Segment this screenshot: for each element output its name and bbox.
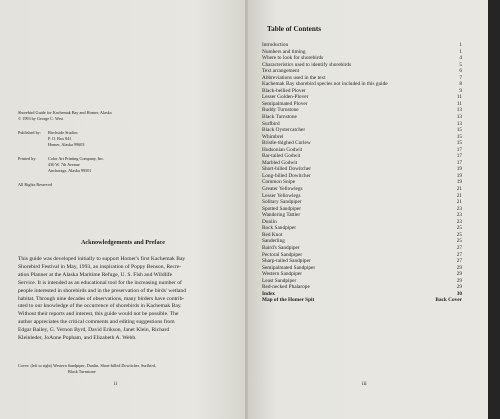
toc-entry-label: Abbreviations used in the text — [262, 74, 326, 81]
publisher-line: Homer, Alaska 99603 — [48, 142, 85, 147]
toc-entry-label: Solitary Sandpiper — [262, 199, 302, 206]
published-label: Published by: — [18, 130, 41, 135]
toc-entry-label: Rock Sandpiper — [262, 225, 296, 232]
toc-entry-label: Lesser Yellowlegs — [262, 192, 301, 199]
toc-entry-page: 29 — [456, 277, 462, 284]
left-page — [0, 0, 247, 419]
toc-entry-page: 11 — [456, 94, 462, 101]
toc-entry-page: 1 — [459, 42, 462, 48]
publisher-address — [48, 130, 84, 148]
toc-entry-label: Sanderling — [262, 238, 285, 245]
toc-entry-label: Marbled Godwit — [262, 159, 298, 166]
toc-entry-label: Hudsonian Godwit — [262, 146, 303, 153]
publisher-line: P. O. Box 841 — [48, 136, 72, 141]
toc-entry-page: 23 — [456, 205, 462, 212]
toc-entry-page: 21 — [456, 199, 462, 206]
toc-entry-label: Short-billed Dowitcher — [262, 166, 311, 173]
toc-title: Table of Contents — [267, 25, 322, 33]
toc-entry-label: Map of the Homer Spit — [262, 297, 315, 304]
toc-entry-page: 7 — [459, 74, 462, 81]
toc-entry-page: 19 — [456, 172, 462, 179]
toc-entry-label: Kachemak Bay shorebird species not included in this guide — [262, 81, 388, 88]
toc-entry-page: 25 — [456, 231, 462, 238]
toc-entry-label: Lesser Golden-Plover — [262, 94, 309, 101]
publisher-row — [18, 130, 178, 148]
copyright-title-line: Shorebird Guide for Kachemak Bay and Homer, Alaska — [18, 110, 112, 115]
toc-entry-page: 29 — [456, 264, 462, 271]
page-number-right: iii — [362, 381, 367, 387]
toc-entry-page: 27 — [456, 244, 462, 251]
toc-entry-label: Whimbrel — [262, 133, 284, 140]
toc-entry-page: 17 — [456, 159, 462, 166]
ack-line: Shorebird Festival in May, 1993, an inspiration of Poppy Benson, Recre- — [18, 263, 182, 270]
toc-entry-label: Ruddy Turnstone — [262, 107, 299, 114]
toc-entry-label: Common Snipe — [262, 179, 296, 186]
ack-line: Edgar Bailey, G. Vernon Byrd, David Erikson, Janet Klein, Richard — [18, 327, 170, 334]
toc-entry-page: 17 — [456, 153, 462, 160]
ack-line: habitat. Through nine decades of observations, many birders have contrib- — [18, 295, 185, 302]
acknowledgements-body — [18, 256, 232, 343]
acknowledgements-heading: Acknowledgements and Preface — [80, 239, 166, 246]
ack-line: Without their reports and interest, this guide would not be possible. The — [18, 311, 179, 318]
publisher-line: Birchside Studios — [48, 130, 78, 135]
toc-entry-label: Semipalmated Sandpiper — [262, 264, 316, 271]
toc-entry-page: 29 — [456, 271, 462, 278]
toc-entry-label: Dunlin — [262, 218, 277, 225]
printed-label: Printed by: — [18, 156, 37, 161]
toc-entry-page: 23 — [456, 218, 462, 225]
toc-entry-label: Spotted Sandpiper — [262, 205, 301, 212]
cover-note-line: Black Turnstone — [68, 368, 96, 374]
toc-entry-label: Introduction — [262, 42, 289, 48]
table-of-contents — [262, 42, 462, 304]
toc-entry-page: 19 — [456, 166, 462, 173]
toc-entry-page: 21 — [456, 192, 462, 199]
toc-entry-label: Bar-tailed Godwit — [262, 153, 301, 160]
toc-entry-label: Long-billed Dowitcher — [262, 172, 311, 179]
page-number-left: ii — [114, 381, 118, 387]
toc-entry-label: Black-bellied Plover — [262, 87, 306, 94]
ack-line: author appreciates the critical comments and editing suggestions from — [18, 319, 175, 326]
toc-entry-page: 23 — [456, 212, 462, 219]
toc-entry-page: 29 — [456, 284, 462, 291]
toc-entry-page: 4 — [459, 55, 462, 62]
toc-entry-page: 13 — [456, 114, 462, 121]
ack-line: people interested in shorebirds and in the preservation of the birds' wetland — [18, 287, 186, 294]
toc-entry-label: Wandering Tattler — [262, 212, 301, 219]
rights-reserved: All Rights Reserved — [18, 182, 52, 187]
toc-entry-page: 25 — [456, 238, 462, 245]
toc-entry-label: Black Turnstone — [262, 114, 297, 121]
ack-line: Service. It is intended as an educational tool for the increasing number of — [18, 279, 182, 286]
copyright-line: © 1993 by George C. West — [18, 116, 64, 121]
toc-entry-label: Sharp-tailed Sandpiper — [262, 258, 311, 265]
toc-entry-label: Western Sandpiper — [262, 271, 303, 278]
toc-entry-label: Semipalmated Plover — [262, 100, 308, 107]
toc-entry-label: Baird's Sandpiper — [262, 244, 300, 251]
toc-entry-label: Bristle-thighed Curlew — [262, 140, 311, 147]
toc-entry-page: 15 — [456, 140, 462, 147]
toc-entry-label: Numbers and timing — [262, 48, 306, 55]
toc-entry-page: 17 — [456, 146, 462, 153]
printer-line: Anchorage, Alaska 99501 — [48, 168, 92, 173]
toc-entry-page: 19 — [456, 179, 462, 186]
toc-entry-label: Text arrangement — [262, 68, 300, 75]
toc-entry-page: 13 — [456, 107, 462, 114]
page-edge-shadow — [488, 0, 500, 419]
toc-entry-page: 30 — [456, 290, 462, 297]
ack-line: Kleinleder, JoAnne Popham, and Elizabeth A. Webb. — [18, 335, 137, 342]
printer-line: 430 W. 7th Avenue — [48, 162, 80, 167]
toc-entry-label: Least Sandpiper — [262, 277, 297, 284]
cover-note-line: Cover: (left to right) Western Sandpiper, Dunlin, Short-billed Dowitcher, Surfbird, — [18, 363, 156, 368]
toc-entry-page: 1 — [459, 48, 462, 55]
toc-entry-page: 15 — [456, 133, 462, 140]
toc-entry-page: Back Cover — [435, 297, 462, 304]
toc-entry-label: Black Oystercatcher — [262, 127, 306, 134]
toc-entry — [262, 297, 462, 304]
toc-entry-page: 27 — [456, 251, 462, 258]
toc-entry-page: 9 — [459, 87, 462, 94]
toc-entry-page: 6 — [459, 68, 462, 75]
toc-entry-page: 8 — [459, 81, 462, 88]
toc-entry-page: 25 — [456, 225, 462, 232]
toc-entry-page: 21 — [456, 186, 462, 193]
toc-entry-label: Characteristics used to identify shorebirds — [262, 61, 352, 68]
ack-line: ation Planner at the Alaska Maritime Refuge, U. S. Fish and Wildlife — [18, 271, 173, 278]
toc-entry-page: 27 — [456, 258, 462, 265]
toc-entry-label: Greater Yellowlegs — [262, 186, 303, 193]
toc-entry-page: 15 — [456, 127, 462, 134]
toc-entry-label: Pectoral Sandpiper — [262, 251, 303, 258]
toc-entry-label: Index — [262, 290, 275, 297]
printer-row — [18, 156, 178, 174]
toc-entry-label: Surfbird — [262, 120, 280, 127]
toc-entry-label: Red-necked Phalarope — [262, 284, 310, 291]
ack-line: This guide was developed initially to support Homer's first Kachemak Bay — [18, 256, 186, 262]
ack-line: uted to our knowledge of the occurrence of shorebirds in Kachemak Bay. — [18, 303, 182, 310]
toc-entry-page: 13 — [456, 120, 462, 127]
toc-entry-label: Where to look for shorebirds — [262, 55, 324, 62]
printer-address — [48, 156, 104, 174]
toc-entry-page: 11 — [456, 100, 462, 107]
printer-line: Color Art Printing Company, Inc. — [48, 156, 105, 161]
toc-entry-page: 5 — [459, 61, 462, 68]
toc-entry-label: Red Knot — [262, 231, 283, 238]
cover-note — [18, 363, 156, 374]
copyright-block — [18, 110, 178, 188]
